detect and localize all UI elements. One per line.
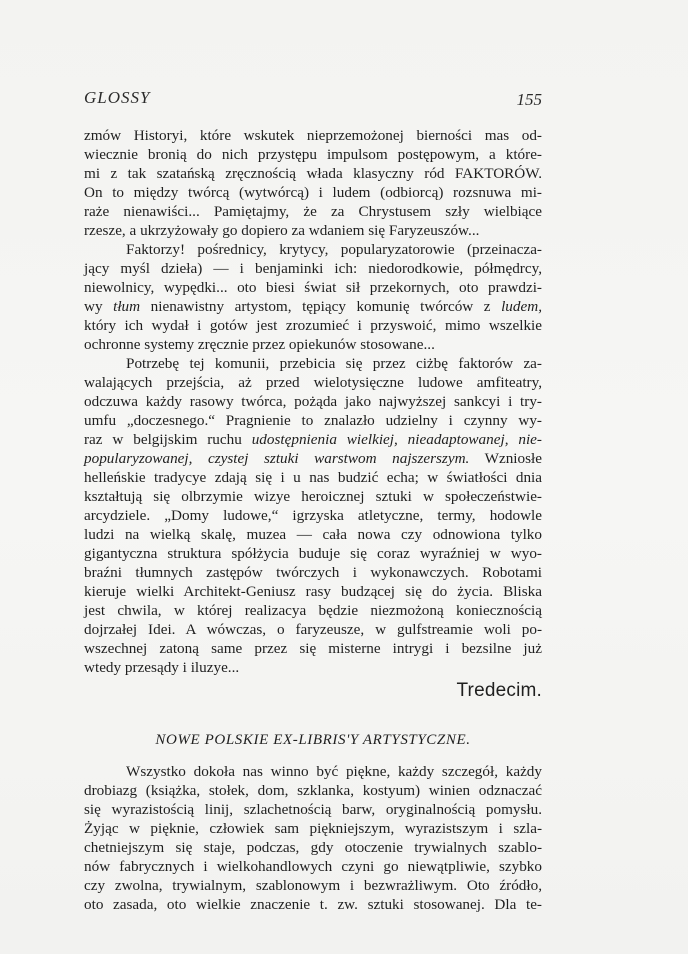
text-line: zmów Historyi, które wskutek nieprzemożonej bierności mas od- [84,127,542,144]
text-line: chetniejszym się staje, podczas, gdy otoczenie trywialnych szablo- [84,839,542,856]
text-line: czy zwolna, trywialnym, szablonowym i bezwrażliwym. Oto źródło, [84,877,542,894]
text-line: Wszystko dokoła nas winno być piękne, każdy szczegół, każdy [126,763,542,780]
text-block [84,126,542,914]
text-line: umfu „doczesnego.“ Pragnienie to znalazło udzielny i czynny wy- [84,412,542,429]
text-line: oto zasada, oto wielkie znaczenie t. zw. sztuki stosowanej. Dla te- [84,896,542,913]
running-title: GLOSSY [84,88,151,107]
text-line: ochronne systemy zręcznie przez opiekunów stosowane... [84,336,435,353]
text-line: odczuwa każdy rasowy twórca, pożąda jako najwyższej sankcyi i try- [84,393,542,410]
text-line: On to między twórcą (wytwórcą) i ludem (odbiorcą) rozsnuwa mi- [84,184,542,201]
text-line: raże nienawiści... Pamiętajmy, że za Chrystusem szły wielbiące [84,203,542,220]
text-line: wiecznie bronią do nich przystępu impulsom postępowym, a które- [84,146,542,163]
text-line-mixed [84,430,542,449]
text-line: się wyrazistością linij, szlachetnością barw, oryginalnością pomysłu. [84,801,542,818]
text-line: ludzi na wielką skalę, muzea — cała nowa czy odnowiona tylko [84,526,542,543]
italic-emphasis: ludem, [501,298,542,315]
text-line: wszechnej zatoną same przez się misterne intrygi i bezsilne już [84,640,542,657]
italic-emphasis: tłum [113,298,141,315]
paragraph [84,240,542,354]
page-number: 155 [516,90,542,109]
section-title: NOWE POLSKIE EX-LIBRIS'Y ARTYSTYCZNE. [155,732,471,748]
text-line: Faktorzy! pośrednicy, krytycy, popularyzatorowie (przeinacza- [126,241,542,258]
text-line-mixed [84,297,542,316]
text-line: nów fabrycznych i wielkohandlowych czyni go niewątpliwie, szybko [84,858,542,875]
text-line-mixed [84,449,542,468]
text-run: Wzniosłe [469,450,542,467]
text-line: braźni tłumnych zastępów twórczych i wykonawczych. Robotami [84,564,542,581]
text-line: dojrzałej Idei. A wówczas, o faryzeusze, w gulfstreamie woli po- [84,621,542,638]
text-line: gigantyczna struktura spółżycia buduje się coraz wyraźniej w wyo- [84,545,542,562]
text-run: raz w belgijskim ruchu [84,431,252,448]
text-line: Żyjąc w pięknie, człowiek sam piękniejszym, wyrazistszym i szla- [84,820,542,837]
text-line: niewolnicy, wypędki... oto biesi świat sił przekornych, oto prawdzi- [84,279,542,296]
text-line: Potrzebę tej komunii, przebicia się przez ciżbę faktorów za- [126,355,542,372]
text-run: wy [84,298,114,315]
text-line: drobiazg (książka, stołek, dom, szklanka, kostyum) winien odznaczać [84,782,542,799]
paragraph [84,762,542,914]
text-line: który ich wydał i gotów jest zrozumieć i przyswoić, mimo wszelkie [84,317,542,334]
author-signature: Tredecim. [456,680,542,701]
text-line: mi z tak szatańską zręcznością włada klasyczny ród FAKTORÓW. [84,165,542,182]
text-line: helleńskie tradycye zdają się i u nas budzić echa; w światłości dnia [84,469,542,486]
text-line: arcydziele. „Domy ludowe,“ igrzyska atletyczne, termy, hodowle [84,507,542,524]
text-line: kieruje wielki Architekt-Geniusz rasy budzącej się do życia. Bliska [84,583,542,600]
italic-emphasis: popularyzowanej, czystej sztuki warstwom najszerszym. [84,450,470,467]
paragraph [84,126,542,240]
text-line: jący myśl dzieła) — i benjaminki ich: niedorodkowie, półmędrcy, [84,260,542,277]
text-line: walających przejścia, aż przed wielotysięczne ludowe amfiteatry, [84,374,542,391]
paragraph [84,354,542,677]
italic-emphasis: udostępnienia wielkiej, nieadaptowanej, nie- [251,431,542,448]
running-head [84,88,542,112]
text-line: jest chwila, w której realizacya będzie niezmożoną koniecznością [84,602,542,619]
text-line: wtedy przesądy i iluzye... [84,659,240,676]
text-run: nienawistny artystom, tępiący komunię twórców z [140,298,502,315]
text-line: kształtują się olbrzymie wizye heroicznej sztuki w społeczeństwie- [84,488,542,505]
text-line: rzesze, a ukrzyżowały go dopiero za wdaniem się Faryzeuszów... [84,222,480,239]
